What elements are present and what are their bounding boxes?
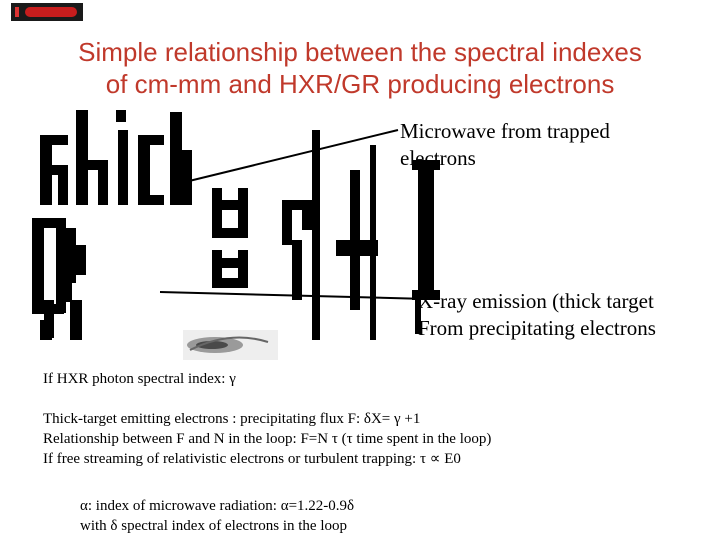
title-line-2: of cm-mm and HXR/GR producing electrons <box>105 69 615 99</box>
title-line-1: Simple relationship between the spectral indexes <box>78 37 642 67</box>
electron-index-text: with δ spectral index of electrons in the loop <box>80 518 347 534</box>
microwave-label-line-2: electrons <box>400 146 476 170</box>
microwave-index-block <box>80 496 680 536</box>
xray-label <box>418 288 656 342</box>
free-streaming-text: If free streaming of relativistic electrons or turbulent trapping: τ ∝ E0 <box>43 451 461 467</box>
microwave-label <box>400 118 610 172</box>
xray-label-line-1: X-ray emission (thick target <box>418 289 654 313</box>
microwave-index-text: α: index of microwave radiation: α=1.22-0.9δ <box>80 498 355 514</box>
thick-target-text: Thick-target emitting electrons : precipitating flux F: δX= γ +1 <box>43 411 421 427</box>
microwave-pointer-line <box>185 130 398 182</box>
hxr-index-text: If HXR photon spectral index: γ <box>43 371 236 387</box>
relations-block <box>43 409 713 469</box>
xray-label-line-2: From precipitating electrons <box>418 316 656 340</box>
microwave-label-line-1: Microwave from trapped <box>400 119 610 143</box>
flux-relation-text: Relationship between F and N in the loop: F=N τ (τ time spent in the loop) <box>43 431 492 447</box>
flare-image <box>183 330 278 360</box>
